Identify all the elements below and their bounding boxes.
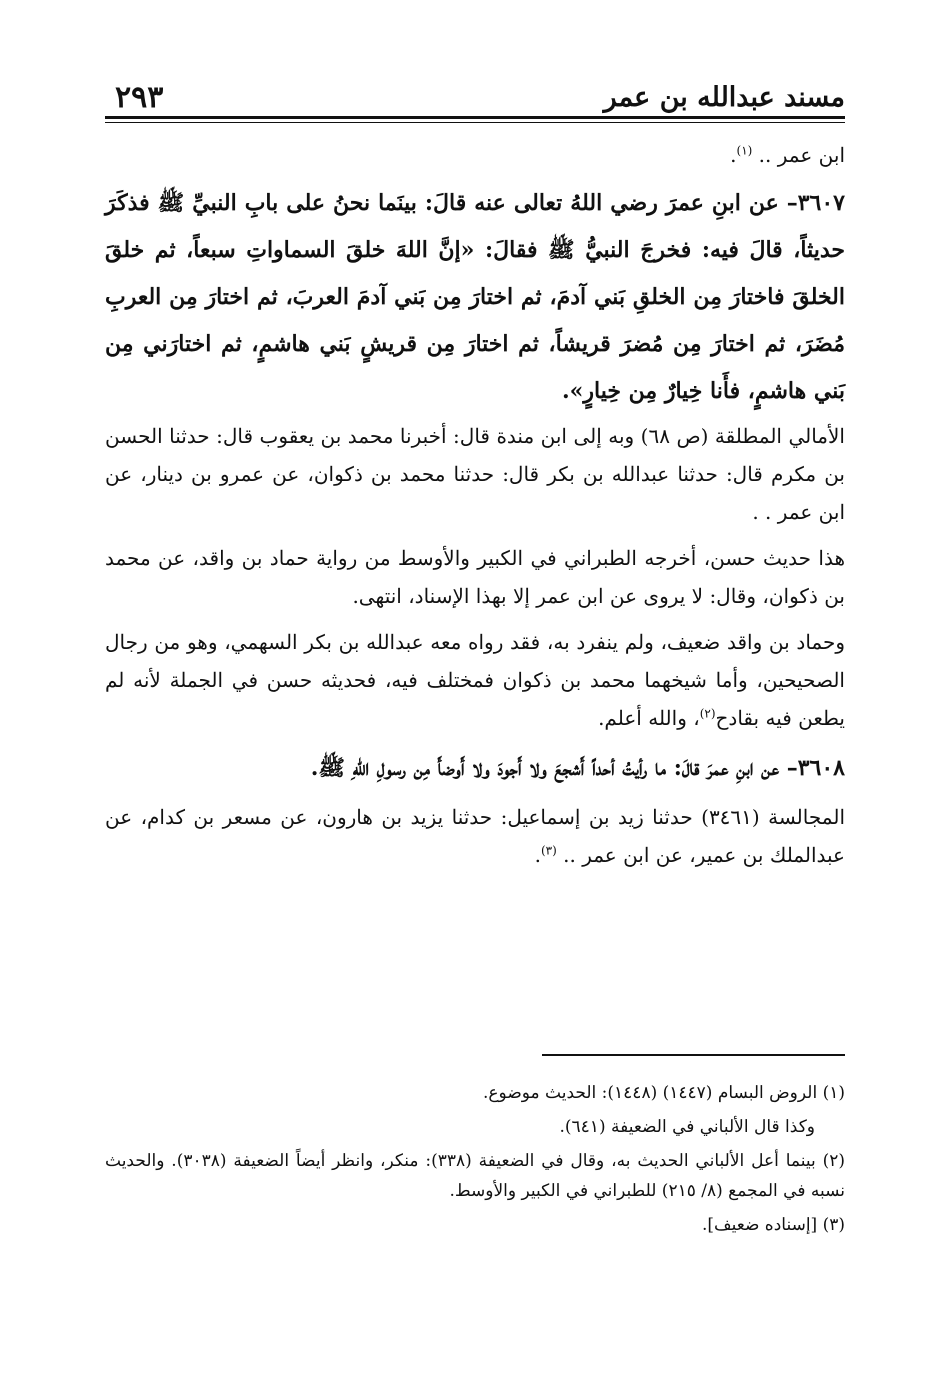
hadith-3607: ٣٦٠٧– عن ابنِ عمرَ رضي اللهُ تعالى عنه قالَ: بينَما نحنُ على بابِ النبيِّ ﷺ فذكَرَ حديثاً، قالَ فيه: فخرجَ النبيُّ ﷺ فقالَ: «إنَّ اللهَ خلقَ السماواتِ سبعاً، ثم خلقَ الخلقَ فاختارَ مِن الخلقِ بَني آدمَ، ثم اختارَ مِن بَني آدمَ العربَ، ثم اختارَ مِن العربِ مُضَرَ، ثم اختارَ مِن مُضرَ قريشاً، ثم اختارَ مِن قريشٍ بَني هاشمٍ، ثم اختارَني مِن بَني هاشمٍ، فأَنا خِيارٌ مِن خِيارٍ». xyxy=(105,190,845,404)
footnote-2: (٢) بينما أعل الألباني الحديث به، وقال في الضعيفة (٣٣٨): منكر، وانظر أيضاً الضعيفة (٣٠٣٨). والحديث نسبه في المجمع (٨/ ٢١٥) للطبراني في الكبير والأوسط. xyxy=(105,1151,846,1201)
page-header xyxy=(105,78,845,118)
footnotes xyxy=(105,1078,845,1244)
footnote-ref-2[interactable]: (٢) xyxy=(699,706,716,721)
footnote-3: (٣) [إسناده ضعيف]. xyxy=(701,1215,845,1235)
source-3608 xyxy=(105,798,845,874)
header-rule-thin xyxy=(105,122,845,123)
intro-line xyxy=(105,136,845,174)
comment-2-end: ، والله أعلم. xyxy=(598,706,700,730)
source-3607: الأمالي المطلقة (ص ٦٨) وبه إلى ابن مندة قال: أخبرنا محمد بن يعقوب قال: حدثنا الحسن بن مكرم قال: حدثنا عبدالله بن بكر قال: حدثنا محمد بن ذكوان، عن عمرو بن دينار، عن ابن عمر . . xyxy=(105,424,845,524)
footnote-1: (١) الروض البسام (١٤٤٧) (١٤٤٨): الحديث موضوع. xyxy=(483,1083,845,1103)
footnote-ref-1[interactable]: (١) xyxy=(736,143,753,158)
intro-line-end: . xyxy=(730,143,737,167)
page-number: ٢٩٣ xyxy=(115,80,164,115)
comment-2 xyxy=(105,623,845,737)
main-text xyxy=(105,136,845,874)
source-3608-end: . xyxy=(534,843,541,867)
footnote-ref-3[interactable]: (٣) xyxy=(540,843,557,858)
intro-line-text: ابن عمر .. xyxy=(752,143,845,167)
comment-1: هذا حديث حسن، أخرجه الطبراني في الكبير والأوسط من رواية حماد بن واقد، عن محمد بن ذكوان، وقال: لا يروى عن ابن عمر إلا بهذا الإسناد، انتهى. xyxy=(105,546,845,608)
running-title: مسند عبدالله بن عمر xyxy=(603,82,845,113)
hadith-3608: ٣٦٠٨– عن ابنِ عمرَ قالَ: ما رأيتُ أحداً أَشجعَ ولا أَجودَ ولا أَوضأَ مِن رسولِ اللهِ ﷺ. xyxy=(310,755,845,781)
source-3608-text: المجالسة (٣٤٦١) حدثنا زيد بن إسماعيل: حدثنا يزيد بن هارون، عن مسعر بن كدام، عن عبدالملك بن عمير، عن ابن عمر .. xyxy=(105,805,845,867)
footnote-1-continued: وكذا قال الألباني في الضعيفة (٦٤١). xyxy=(559,1117,815,1137)
header-rule-thick xyxy=(105,116,845,119)
comment-2-text: وحماد بن واقد ضعيف، ولم ينفرد به، فقد رواه معه عبدالله بن بكر السهمي، وهو من رجال الصحيحين، وأما شيخهما محمد بن ذكوان فمختلف فيه، فحديثه حسن في الجملة لأنه لم يطعن فيه بقادح xyxy=(105,630,845,730)
footnote-separator xyxy=(542,1054,845,1056)
